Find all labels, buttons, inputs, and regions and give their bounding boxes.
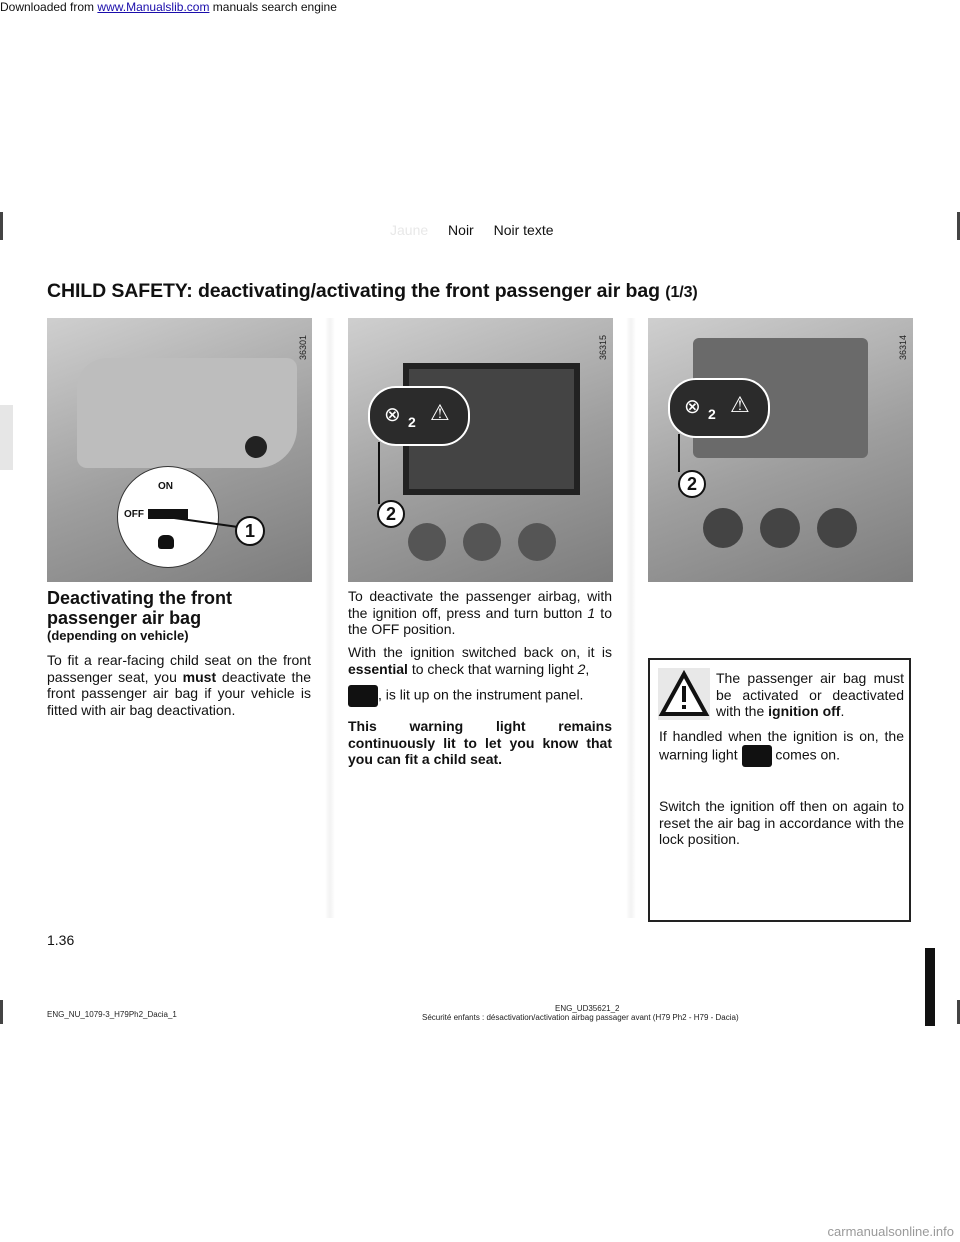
title-part: (1/3) [665,284,698,301]
watermark: carmanualsonline.info [827,1224,954,1239]
footer-left-code: ENG_NU_1079-3_H79Ph2_Dacia_1 [47,1010,177,1019]
col2-essential: essential [348,660,408,677]
callout-2b: 2 [678,470,706,498]
page-title [47,280,698,303]
col2-p3: This warning light remains continuously lit to let you know that you can fit a child seat. [348,718,612,767]
airbag-off-icon [158,535,174,549]
switch-on-label: ON [158,481,173,492]
col2-p1-a: To deactivate the passenger airbag, with the ignition off, press and turn button [348,588,612,621]
col2-p2-b: to check that warning light [407,660,578,677]
warning-p1-b: . [840,703,845,719]
section-subheading: (depending on vehicle) [47,628,189,643]
warning-light-zoom-2 [668,378,770,438]
image-code-3: 36314 [898,334,908,360]
image-code-1-label: 36301 [298,334,308,360]
col2-paragraph-3 [348,718,612,768]
warning-box [648,658,911,922]
warning-light-zoom [368,386,470,446]
column-gutter-1 [325,318,335,918]
col1-must: must [182,668,217,685]
callout-line-2a [378,442,380,504]
zoom-sub-2: 2 [408,414,416,430]
col2-paragraph-2 [348,644,612,707]
switch-slot [245,436,267,458]
title-main: CHILD SAFETY: deactivating/activating the front passenger air bag [47,280,660,302]
crop-mark-top-left [0,212,3,240]
col2-p1-b: to the OFF position. [348,604,612,637]
color-noir-texte: Noir texte [493,222,554,238]
warning-paragraph-2 [659,728,904,767]
page-edge-bar [925,948,935,1026]
dial-center [463,523,501,561]
warning-p2-b: comes on. [775,746,840,763]
col1-paragraph [47,652,311,718]
seatbelt-icon-2: ⚠ [730,392,750,417]
climate-dial-center [760,508,800,548]
color-jaune: Jaune [390,222,429,238]
col2-p2-a: With the ignition switched back on, it is [348,644,612,660]
col2-p2-d: , is lit up on the instrument panel. [378,686,584,703]
col1-text-a: To fit a rear-facing child seat on the front passenger seat, you [47,652,311,685]
callout-line-2b [678,434,680,472]
warning-paragraph-1 [716,670,904,720]
footer-right-desc: Sécurité enfants : désactivation/activation airbag passager avant (H79 Ph2 - H79 - Dacia) [422,1013,739,1022]
download-banner [0,0,960,14]
col2-p2-num: 2 [577,660,586,677]
col1-text-b: deactivate the front passenger air bag if your vehicle is fitted with air bag deactivation. [47,668,311,718]
seatbelt-icon: ⚠ [430,400,450,425]
zoom-sub-2b: 2 [708,406,716,422]
passenger-airbag-off-icon: ⊗ [384,404,401,426]
footer-right-code: ENG_UD35621_2 [555,1004,620,1013]
warning-triangle-icon [658,668,710,720]
warning-triangle-svg [658,668,710,720]
color-noir: Noir [448,222,474,238]
column-gutter-2 [626,318,636,918]
climate-dial-left [703,508,743,548]
manualslib-link[interactable]: www.Manualslib.com [97,0,210,14]
warning-p1-a: The passenger air bag must be activated or deactivated with the [716,670,904,719]
download-prefix: Downloaded from [0,0,95,14]
col2-p2-c: , [585,660,590,677]
callout-2a: 2 [377,500,405,528]
download-suffix: manuals search engine [212,0,337,14]
warning-p3: Switch the ignition off then on again to reset the air bag in accordance with the lock position. [659,798,904,847]
airbag-warning-light-icon-2 [742,745,772,767]
image-console-screen [348,318,613,582]
airbag-warning-light-icon [348,685,378,707]
col2-p1-num: 1 [587,604,596,621]
dial-left [408,523,446,561]
section-heading: Deactivating the front passenger air bag [47,588,233,628]
crop-mark-bottom-left [0,1000,3,1024]
image-dashboard-switch [47,318,312,582]
page-number: 1.36 [47,932,75,948]
image-console-radio [648,318,913,582]
warning-p2-a: If handled when the ignition is on, the warning light [659,728,904,763]
color-separation-bar [390,222,570,238]
warning-ignition-off: ignition off [768,703,841,719]
callout-1: 1 [235,516,265,546]
dial-right [518,523,556,561]
chapter-side-tab [0,405,13,470]
warning-paragraph-3 [659,798,904,848]
image-code-2: 36315 [598,334,608,360]
passenger-airbag-off-icon-2: ⊗ [684,396,701,418]
col2-paragraph-1 [348,588,612,638]
climate-dial-right [817,508,857,548]
switch-off-label: OFF [124,509,144,520]
